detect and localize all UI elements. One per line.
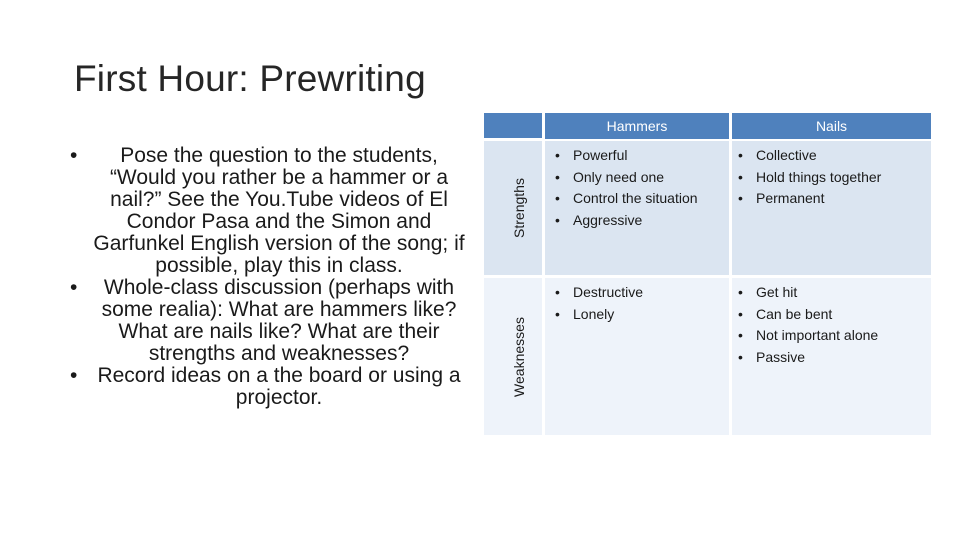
list-item: • Get hit — [729, 282, 929, 304]
bullet-list — [68, 145, 468, 409]
row-label: Weaknesses — [511, 316, 527, 397]
bullet-item — [68, 145, 468, 277]
row-header-weaknesses — [496, 278, 542, 435]
cell-weaknesses-hammers — [546, 282, 729, 325]
list-item: • Powerful — [546, 145, 729, 167]
bullet-item — [68, 365, 468, 409]
cell-strengths-hammers — [546, 145, 729, 231]
bullet-icon: • — [70, 276, 78, 299]
column-header-nails: Nails — [732, 113, 931, 139]
list-item: • Hold things together — [729, 167, 929, 189]
list-item: • Lonely — [546, 304, 729, 326]
row-header-strengths — [496, 141, 542, 275]
list-item: • Passive — [729, 347, 929, 369]
list-item: • Only need one — [546, 167, 729, 189]
bullet-icon: • — [70, 364, 78, 387]
comparison-table — [484, 113, 931, 435]
cell-weaknesses-nails — [729, 282, 929, 368]
grid-line — [484, 275, 931, 278]
bullet-text: Record ideas on a the board or using a projector. — [97, 364, 461, 409]
bullet-item — [68, 277, 468, 365]
bullet-text: Whole-class discussion (perhaps with some realia): What are hammers like? What are nails like? What are their strengths and weaknesses? — [101, 276, 457, 365]
bullet-text: Pose the question to the students, “Would you rather be a hammer or a nail?” See the You.Tube videos of El Condor Pasa and the Simon and Garfunkel English version of the song; if possible, play this in class. — [93, 144, 465, 277]
grid-line — [542, 113, 545, 435]
list-item: • Not important alone — [729, 325, 929, 347]
cell-strengths-nails — [729, 145, 929, 210]
column-header-hammers: Hammers — [545, 113, 729, 139]
list-item: • Can be bent — [729, 304, 929, 326]
list-item: • Destructive — [546, 282, 729, 304]
row-label: Strengths — [511, 178, 527, 238]
list-item: • Aggressive — [546, 210, 729, 232]
bullet-icon: • — [70, 144, 78, 167]
list-item: • Permanent — [729, 188, 929, 210]
list-item: • Control the situation — [546, 188, 729, 210]
slide-title: First Hour: Prewriting — [74, 58, 426, 99]
list-item: • Collective — [729, 145, 929, 167]
